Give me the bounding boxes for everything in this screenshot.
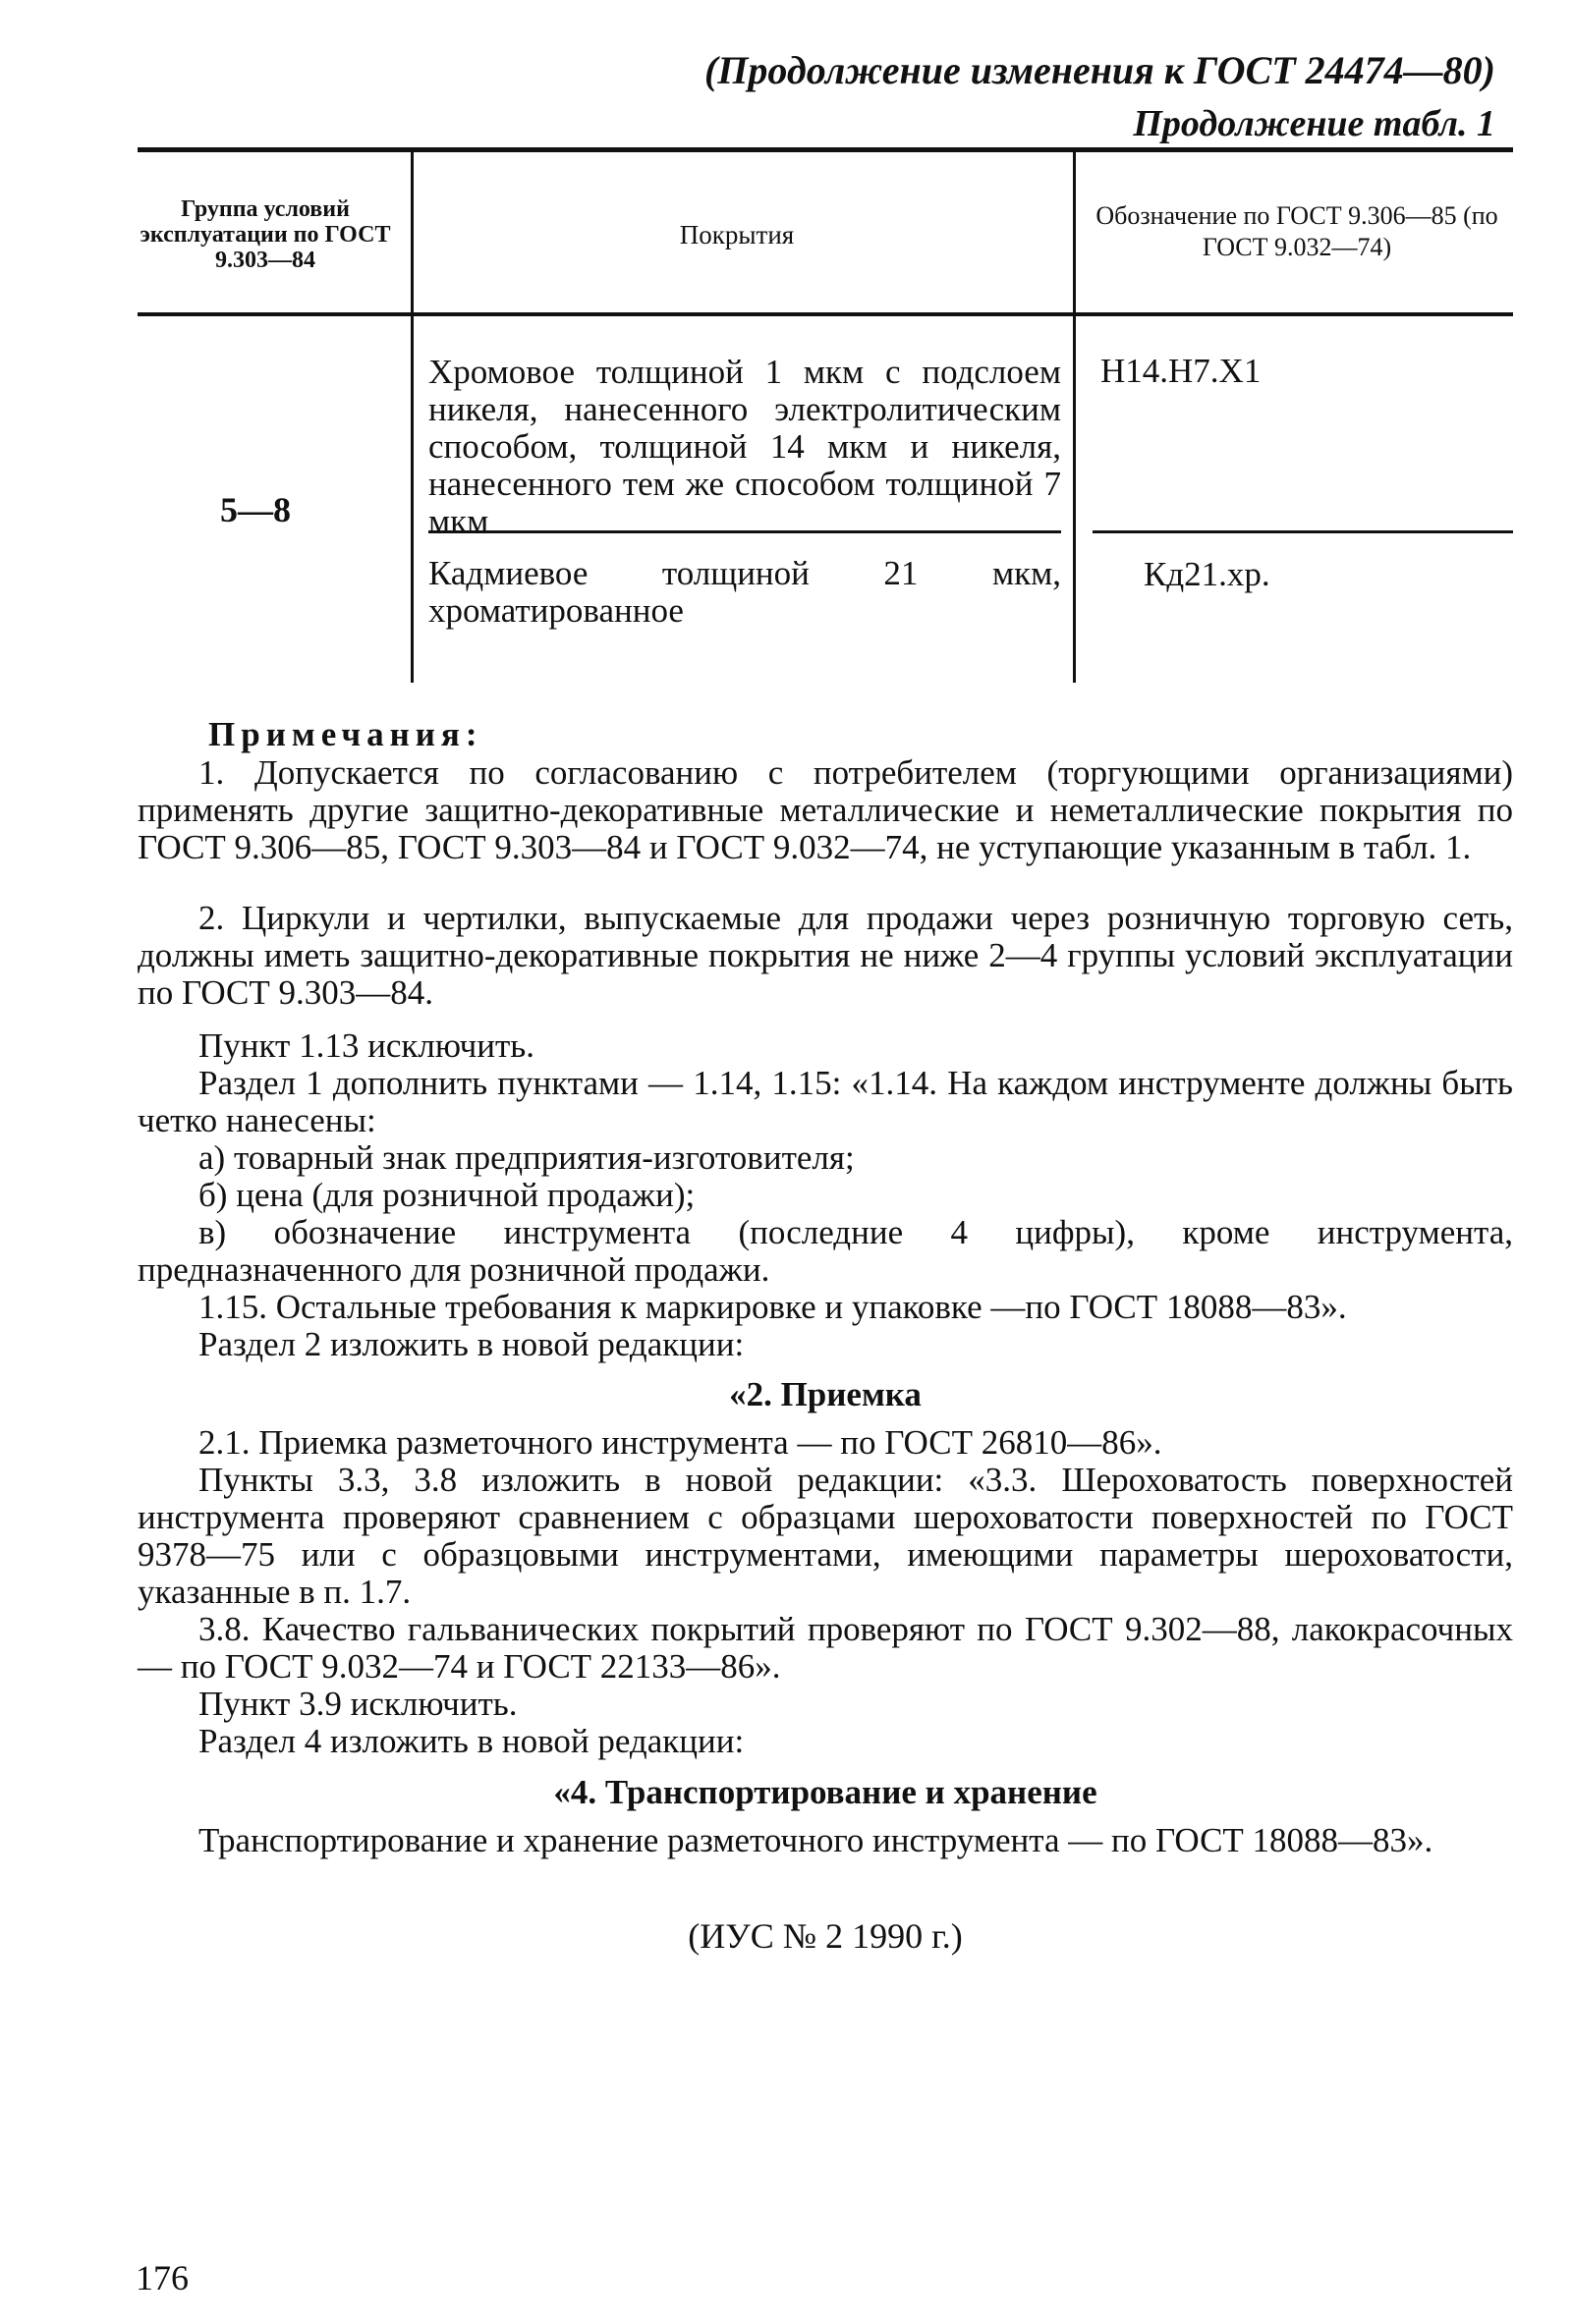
note-item: 1. Допускается по согласованию с потребителем (торгующими организациями) применять другие защитно-декоративные металлические и неметаллические покрытия по ГОСТ 9.306—85, ГОСТ 9.303—84 и ГОСТ 9.032—74, не уступающие указанным в табл. 1. [138, 753, 1513, 866]
body-paragraph: Транспортирование и хранение разметочного инструмента — по ГОСТ 18088—83». [198, 1821, 1433, 1859]
table-cell-coating: Хромовое толщиной 1 мкм с подслоем никеля, нанесенного электролитическим способом, толщиной 14 мкм и никеля, нанесенного тем же способом толщиной 7 мкм [428, 353, 1061, 540]
section-title: «2. Приемка [729, 1375, 922, 1413]
table-cell-designation: Кд21.хр. [1144, 555, 1270, 593]
document-header: (Продолжение изменения к ГОСТ 24474—80) [703, 48, 1495, 92]
ius-reference: (ИУС № 2 1990 г.) [688, 1916, 963, 1956]
table-continuation-label: Продолжение табл. 1 [1133, 103, 1495, 144]
body-paragraph: Раздел 1 дополнить пунктами — 1.14, 1.15: «1.14. На каждом инструменте должны быть четко нанесены: [138, 1064, 1513, 1139]
column-header-designation: Обозначение по ГОСТ 9.306—85 (по ГОСТ 9.032—74) [1095, 201, 1498, 261]
body-paragraph: Пункт 1.13 исключить. [198, 1026, 534, 1065]
table-top-rule [138, 147, 1513, 152]
body-paragraph: а) товарный знак предприятия-изготовителя; [198, 1138, 855, 1177]
body-paragraph: Пункт 3.9 исключить. [198, 1685, 518, 1723]
body-paragraph: в) обозначение инструмента (последние 4 цифры), кроме инструмента, предназначенного для розничной продажи. [138, 1213, 1513, 1289]
section-title: «4. Транспортирование и хранение [553, 1773, 1097, 1811]
table-header-rule [138, 312, 1513, 316]
table-cell-designation: Н14.Н7.Х1 [1100, 352, 1262, 390]
table-cell-coating: Кадмиевое толщиной 21 мкм, хроматированное [428, 554, 1061, 630]
body-paragraph: 3.8. Качество гальванических покрытий проверяют по ГОСТ 9.302—88, лакокрасочных — по ГОСТ 9.032—74 и ГОСТ 22133—86». [138, 1610, 1513, 1686]
body-paragraph: 1.15. Остальные требования к маркировке и упаковке —по ГОСТ 18088—83». [198, 1288, 1347, 1326]
table-cell-group: 5—8 [220, 490, 291, 529]
column-header-group: Группа условий эксплуатации по ГОСТ 9.303—84 [140, 196, 391, 273]
body-paragraph: Пункты 3.3, 3.8 изложить в новой редакции: «3.3. Шероховатость поверхностей инструмента проверяют сравнением с образцами шероховатости поверхностей по ГОСТ 9378—75 или с образцовыми инструментами, имеющими параметры шероховатости, указанные в п. 1.7. [138, 1461, 1513, 1611]
body-paragraph: Раздел 4 изложить в новой редакции: [198, 1722, 745, 1760]
page-number: 176 [136, 2258, 189, 2297]
note-item: 2. Циркули и чертилки, выпускаемые для продажи через розничную торговую сеть, должны иметь защитно-декоративные покрытия не ниже 2—4 группы условий эксплуатации по ГОСТ 9.303—84. [138, 899, 1513, 1012]
body-paragraph: б) цена (для розничной продажи); [198, 1176, 696, 1214]
body-paragraph: 2.1. Приемка разметочного инструмента — по ГОСТ 26810—86». [198, 1423, 1162, 1462]
body-paragraph: Раздел 2 изложить в новой редакции: [198, 1325, 745, 1363]
table-row-divider [1093, 530, 1513, 533]
notes-title: Примечания: [208, 715, 483, 753]
column-header-coating: Покрытия [679, 220, 795, 249]
table-column-divider [1073, 152, 1076, 683]
